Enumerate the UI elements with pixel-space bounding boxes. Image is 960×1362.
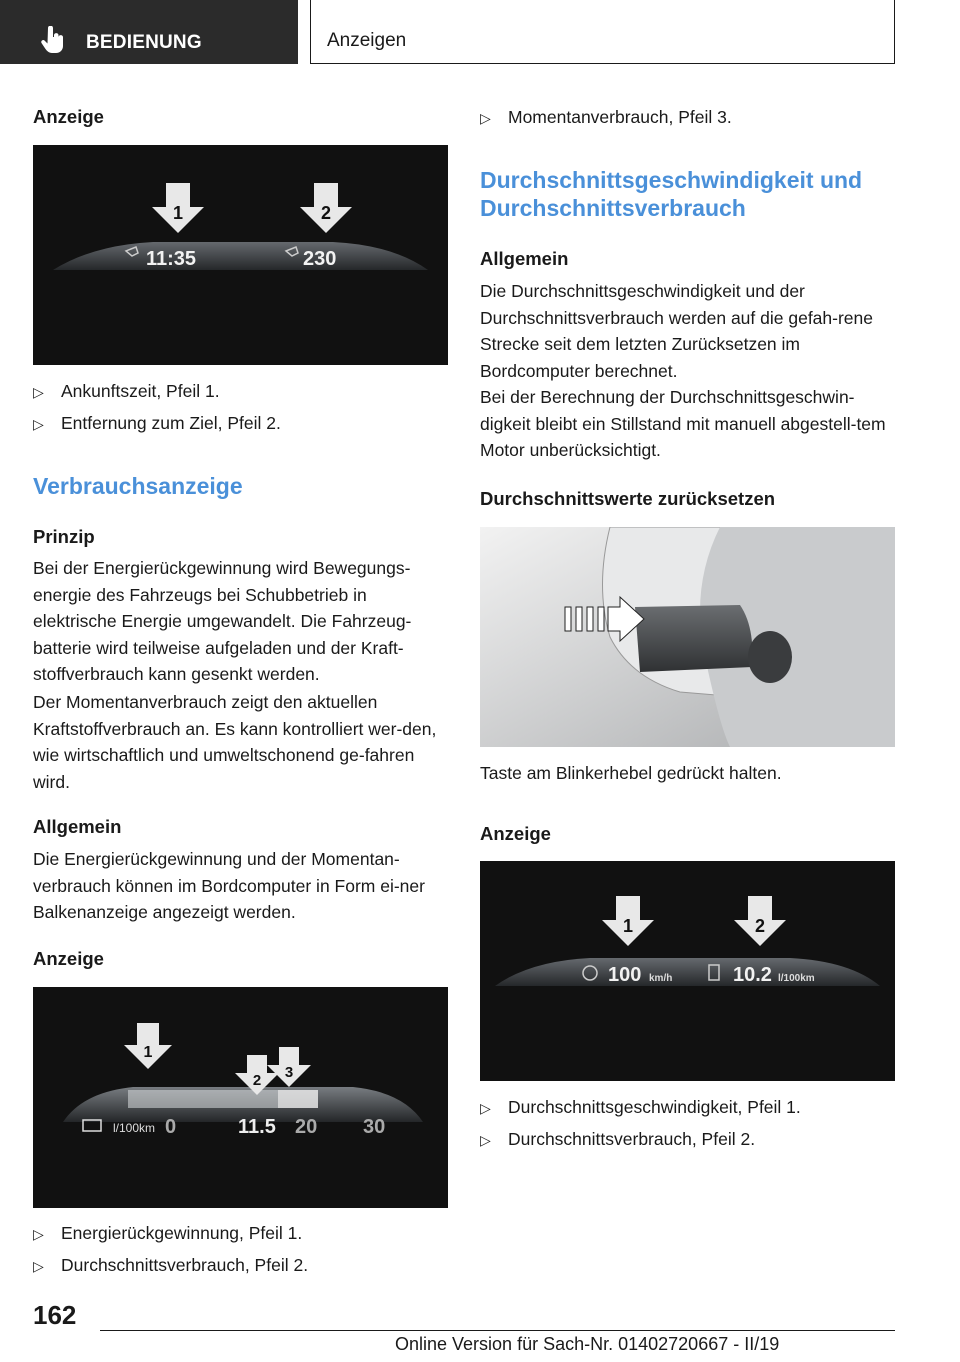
footer-divider bbox=[100, 1330, 895, 1331]
svg-text:1: 1 bbox=[622, 916, 634, 936]
arrival-time: 11:35 bbox=[146, 248, 197, 270]
footer-online-version: Online Version für Sach-Nr. 01402720667 - II/19 bbox=[395, 1334, 780, 1354]
svg-text:10.2: 10.2 bbox=[733, 964, 772, 986]
triangle-bullet-icon: ▷ bbox=[480, 110, 491, 126]
heading-verbrauchsanzeige: Verbrauchsanzeige bbox=[33, 473, 243, 499]
paragraph-momentanverbrauch: Der Momentanverbrauch zeigt den aktuellen Kraftstoffverbrauch an. Es kann kontrolliert wer-den, wie wirtschaftlich und umweltschonend ge-fahren wird. bbox=[33, 692, 437, 792]
list-item: ▷ Durchschnittsverbrauch, Pfeil 2. bbox=[33, 1253, 308, 1278]
hand-pointer-icon bbox=[40, 26, 66, 54]
svg-text:0: 0 bbox=[165, 1116, 177, 1138]
caption-reset: Taste am Blinkerhebel gedrückt halten. bbox=[480, 763, 782, 783]
figure-average-display bbox=[480, 861, 895, 1081]
list-item: ▷ Energierückgewinnung, Pfeil 1. bbox=[33, 1221, 302, 1246]
arrow-1-label: 1 bbox=[172, 203, 184, 223]
svg-text:3: 3 bbox=[284, 1064, 294, 1081]
subheading-anzeige: Anzeige bbox=[480, 823, 551, 844]
svg-text:2: 2 bbox=[252, 1072, 262, 1089]
heading-durchschnitt: Durchschnittsgeschwindigkeit und Durchschnittsverbrauch bbox=[480, 167, 863, 221]
svg-text:1: 1 bbox=[143, 1044, 153, 1061]
subheading-prinzip: Prinzip bbox=[33, 526, 95, 547]
triangle-bullet-icon: ▷ bbox=[33, 416, 44, 432]
subheading-reset: Durchschnittswerte zurücksetzen bbox=[480, 488, 776, 509]
page-number: 162 bbox=[33, 1300, 77, 1330]
triangle-bullet-icon: ▷ bbox=[480, 1100, 491, 1116]
distance-value: 230 bbox=[303, 248, 337, 270]
svg-text:2: 2 bbox=[754, 916, 766, 936]
svg-text:30: 30 bbox=[363, 1116, 386, 1138]
figure-turn-signal-lever bbox=[480, 527, 895, 747]
svg-text:100: 100 bbox=[608, 964, 642, 986]
paragraph-allgemein-1: Die Durchschnittsgeschwindigkeit und der Durchschnittsverbrauch werden auf die gefah-rene Strecke seit dem letzten Zurücksetzen im Bordcomputer berechnet. bbox=[480, 281, 873, 381]
list-item: ▷ Entfernung zum Ziel, Pfeil 2. bbox=[33, 411, 281, 436]
figure-arrival-display bbox=[33, 145, 448, 365]
paragraph-prinzip: Bei der Energierückgewinnung wird Bewegungs-energie des Fahrzeugs bei Schubbetrieb in elektrische Energie umgewandelt. Die Fahrzeug-batterie wird teilweise aufgeladen und der Kraft-stoffverbrauch kann gesenkt werden. bbox=[33, 558, 412, 684]
svg-text:l/100km: l/100km bbox=[113, 1121, 156, 1135]
page-title: Anzeigen bbox=[327, 30, 407, 51]
subheading-anzeige-2: Anzeige bbox=[33, 948, 104, 969]
triangle-bullet-icon: ▷ bbox=[33, 1226, 44, 1242]
svg-text:km/h: km/h bbox=[649, 973, 673, 984]
triangle-bullet-icon: ▷ bbox=[33, 384, 44, 400]
triangle-bullet-icon: ▷ bbox=[480, 1132, 491, 1148]
figure-energy-bar-display bbox=[33, 987, 448, 1208]
section-label: BEDIENUNG bbox=[86, 32, 202, 53]
svg-text:20: 20 bbox=[295, 1116, 318, 1138]
paragraph-allgemein: Die Energierückgewinnung und der Momentan-verbrauch können im Bordcomputer in Form ei-ner Balkenanzeige angezeigt werden. bbox=[33, 849, 425, 922]
subheading-anzeige: Anzeige bbox=[33, 106, 104, 127]
list-item: ▷ Durchschnittsgeschwindigkeit, Pfeil 1. bbox=[480, 1095, 801, 1120]
paragraph-allgemein-2: Bei der Berechnung der Durchschnittsgeschwin-digkeit bleibt ein Stillstand mit manuell abgestell-tem Motor unberücksichtigt. bbox=[480, 387, 886, 460]
subheading-allgemein: Allgemein bbox=[33, 816, 122, 837]
header-section-tab bbox=[0, 0, 298, 64]
subheading-allgemein: Allgemein bbox=[480, 248, 569, 269]
svg-text:11.5: 11.5 bbox=[238, 1116, 276, 1138]
list-item: ▷ Momentanverbrauch, Pfeil 3. bbox=[480, 105, 732, 130]
arrow-2-label: 2 bbox=[320, 203, 332, 223]
list-item: ▷ Durchschnittsverbrauch, Pfeil 2. bbox=[480, 1127, 755, 1152]
list-item: ▷ Ankunftszeit, Pfeil 1. bbox=[33, 379, 220, 404]
svg-text:l/100km: l/100km bbox=[778, 973, 815, 984]
triangle-bullet-icon: ▷ bbox=[33, 1258, 44, 1274]
header-title-box bbox=[310, 0, 895, 64]
